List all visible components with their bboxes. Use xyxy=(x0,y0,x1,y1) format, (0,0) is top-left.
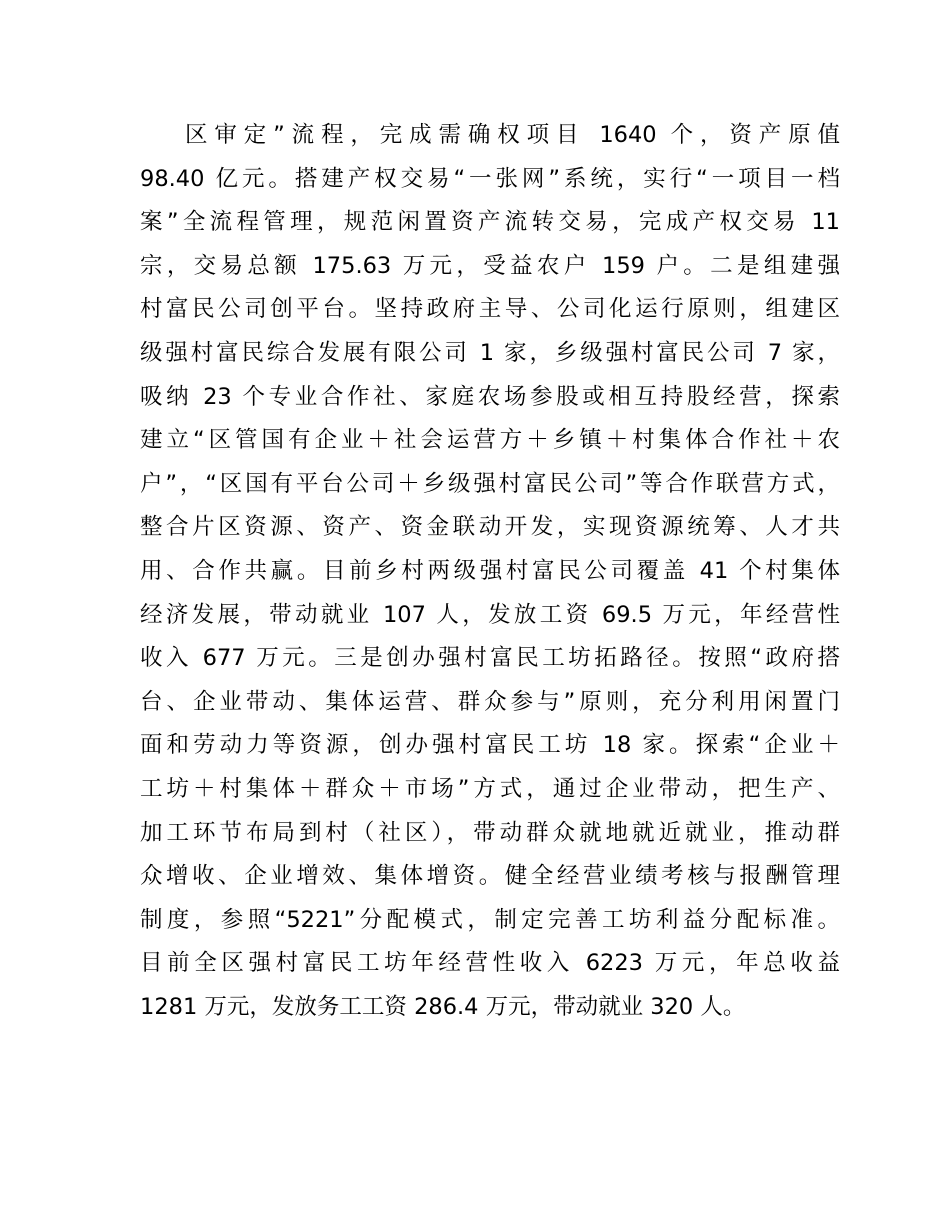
text-line: 宗，交易总额 175.63 万元，受益农户 159 户。二是组建强 xyxy=(140,252,840,279)
text-line: 区审定”流程，完成需确权项目 1640 个，资产原值 xyxy=(185,122,840,148)
text-line: 众增收、企业增效、集体增资。健全经营业绩考核与报酬管理 xyxy=(140,863,840,890)
text-line: 户”，“区国有平台公司＋乡级强村富民公司”等合作联营方式， xyxy=(140,470,840,497)
text-line: 整合片区资源、资产、资金联动开发，实现资源统筹、人才共 xyxy=(140,514,840,541)
text-line: 村富民公司创平台。坚持政府主导、公司化运行原则，组建区 xyxy=(140,296,840,323)
text-line: 经济发展，带动就业 107 人，发放工资 69.5 万元，年经营性 xyxy=(140,601,840,628)
text-line: 用、合作共赢。目前乡村两级强村富民公司覆盖 41 个村集体 xyxy=(140,557,840,584)
text-line: 加工环节布局到村（社区），带动群众就地就近就业，推动群 xyxy=(140,819,840,846)
text-line: 1281 万元，发放务工工资 286.4 万元，带动就业 320 人。 xyxy=(140,993,746,1020)
text-line: 98.40 亿元。搭建产权交易“一张网”系统，实行“一项目一档 xyxy=(140,165,840,192)
text-line: 制度，参照“5221”分配模式，制定完善工坊利益分配标准。 xyxy=(140,906,840,933)
text-line: 工坊＋村集体＋群众＋市场”方式，通过企业带动，把生产、 xyxy=(140,775,840,802)
text-line: 级强村富民综合发展有限公司 1 家，乡级强村富民公司 7 家， xyxy=(140,339,840,366)
text-line: 案”全流程管理，规范闲置资产流转交易，完成产权交易 11 xyxy=(140,209,840,236)
text-line: 目前全区强村富民工坊年经营性收入 6223 万元，年总收益 xyxy=(140,950,840,977)
text-line: 建立“区管国有企业＋社会运营方＋乡镇＋村集体合作社＋农 xyxy=(140,427,840,454)
text-line: 收入 677 万元。三是创办强村富民工坊拓路径。按照“政府搭 xyxy=(140,645,840,672)
body-paragraph xyxy=(140,114,840,1029)
text-line: 面和劳动力等资源，创办强村富民工坊 18 家。探索“企业＋ xyxy=(140,732,840,759)
text-line: 台、企业带动、集体运营、群众参与”原则，充分利用闲置门 xyxy=(140,688,840,715)
text-line: 吸纳 23 个专业合作社、家庭农场参股或相互持股经营，探索 xyxy=(140,383,840,410)
